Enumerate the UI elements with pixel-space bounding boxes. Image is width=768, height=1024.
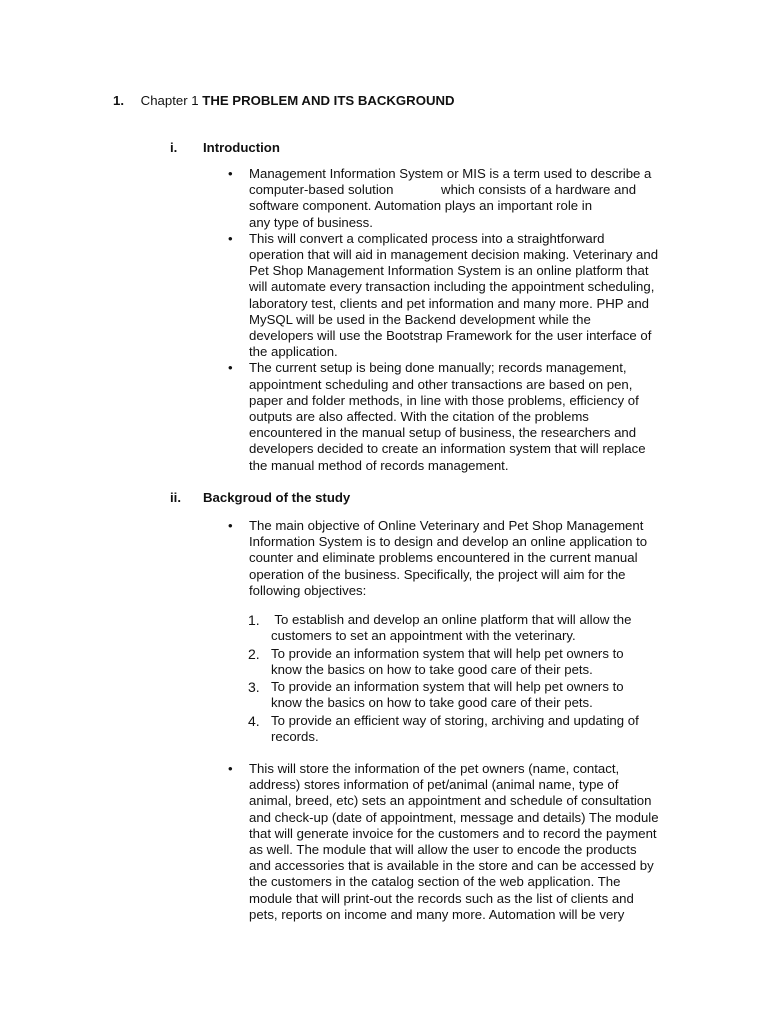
chapter-title: THE PROBLEM AND ITS BACKGROUND (202, 93, 455, 108)
list-item: • This will store the information of the pet owners (name, contact, address) stores information of pet/animal (animal name, type of animal, breed, etc) sets an appointment and schedule of consultation and check-up (date of appointment, message and details) The module that will generate invoice for the customers and to record the payment as well. The module that will allow the user to encode the products and accessories that is available in the store and can be accessed by the customers in the catalog section of the web application. The module that will print-out the records such as the list of clients and pets, reports on income and many more. Automation will be very (224, 761, 684, 923)
section-title: Introduction (203, 140, 280, 155)
objective-number: 2. (248, 645, 260, 662)
section-title: Backgroud of the study (203, 490, 351, 505)
chapter-number: 1. (113, 93, 124, 108)
introduction-bullet-list (224, 166, 684, 474)
objective-item: 4. To provide an efficient way of storing, archiving and updating of records. (248, 712, 639, 744)
list-item: • Management Information System or MIS is a term used to describe a computer-based solution which consists of a hardware and software component. Automation plays an important role in any type of business. (224, 166, 684, 231)
objective-number: 3. (248, 679, 260, 696)
section-numeral: ii. (170, 490, 181, 505)
objective-item: 1. To establish and develop an online platform that will allow the customers to set an appointment with the veterinary. (248, 612, 632, 644)
objective-item: 3. To provide an information system that will help pet owners to know the basics on how to take good care of their pets. (248, 679, 624, 711)
section-heading-background (170, 489, 350, 507)
objective-number: 4. (248, 712, 260, 729)
background-bullet-list-2 (224, 761, 684, 923)
objective-number: 1. (248, 612, 260, 628)
section-numeral: i. (170, 140, 178, 155)
objective-item: 2. To provide an information system that will help pet owners to know the basics on how to take good care of their pets. (248, 645, 624, 677)
background-bullet-list-1 (224, 518, 684, 599)
list-item: • The current setup is being done manually; records management, appointment scheduling and other transactions are based on pen, paper and folder methods, in line with those problems, efficiency of outputs are also affected. With the citation of the problems encountered in the manual setup of business, the researchers and developers decided to create an information system that will replace the manual method of records management. (224, 360, 684, 473)
chapter-label: Chapter 1 (140, 93, 199, 108)
list-item: • The main objective of Online Veterinary and Pet Shop Management Information System is to design and develop an online application to counter and eliminate problems encountered in the current manual operation of the business. Specifically, the project will aim for the following objectives: (224, 518, 684, 599)
objectives-list (248, 612, 688, 746)
list-item: • This will convert a complicated process into a straightforward operation that will aid in management decision making. Veterinary and Pet Shop Management Information System is an online platform that will automate every transaction including the appointment scheduling, laboratory test, clients and pet information and many more. PHP and MySQL will be used in the Backend development while the developers will use the Bootstrap Framework for the user interface of the application. (224, 231, 684, 361)
section-heading-introduction (170, 139, 280, 157)
chapter-heading (113, 92, 455, 110)
